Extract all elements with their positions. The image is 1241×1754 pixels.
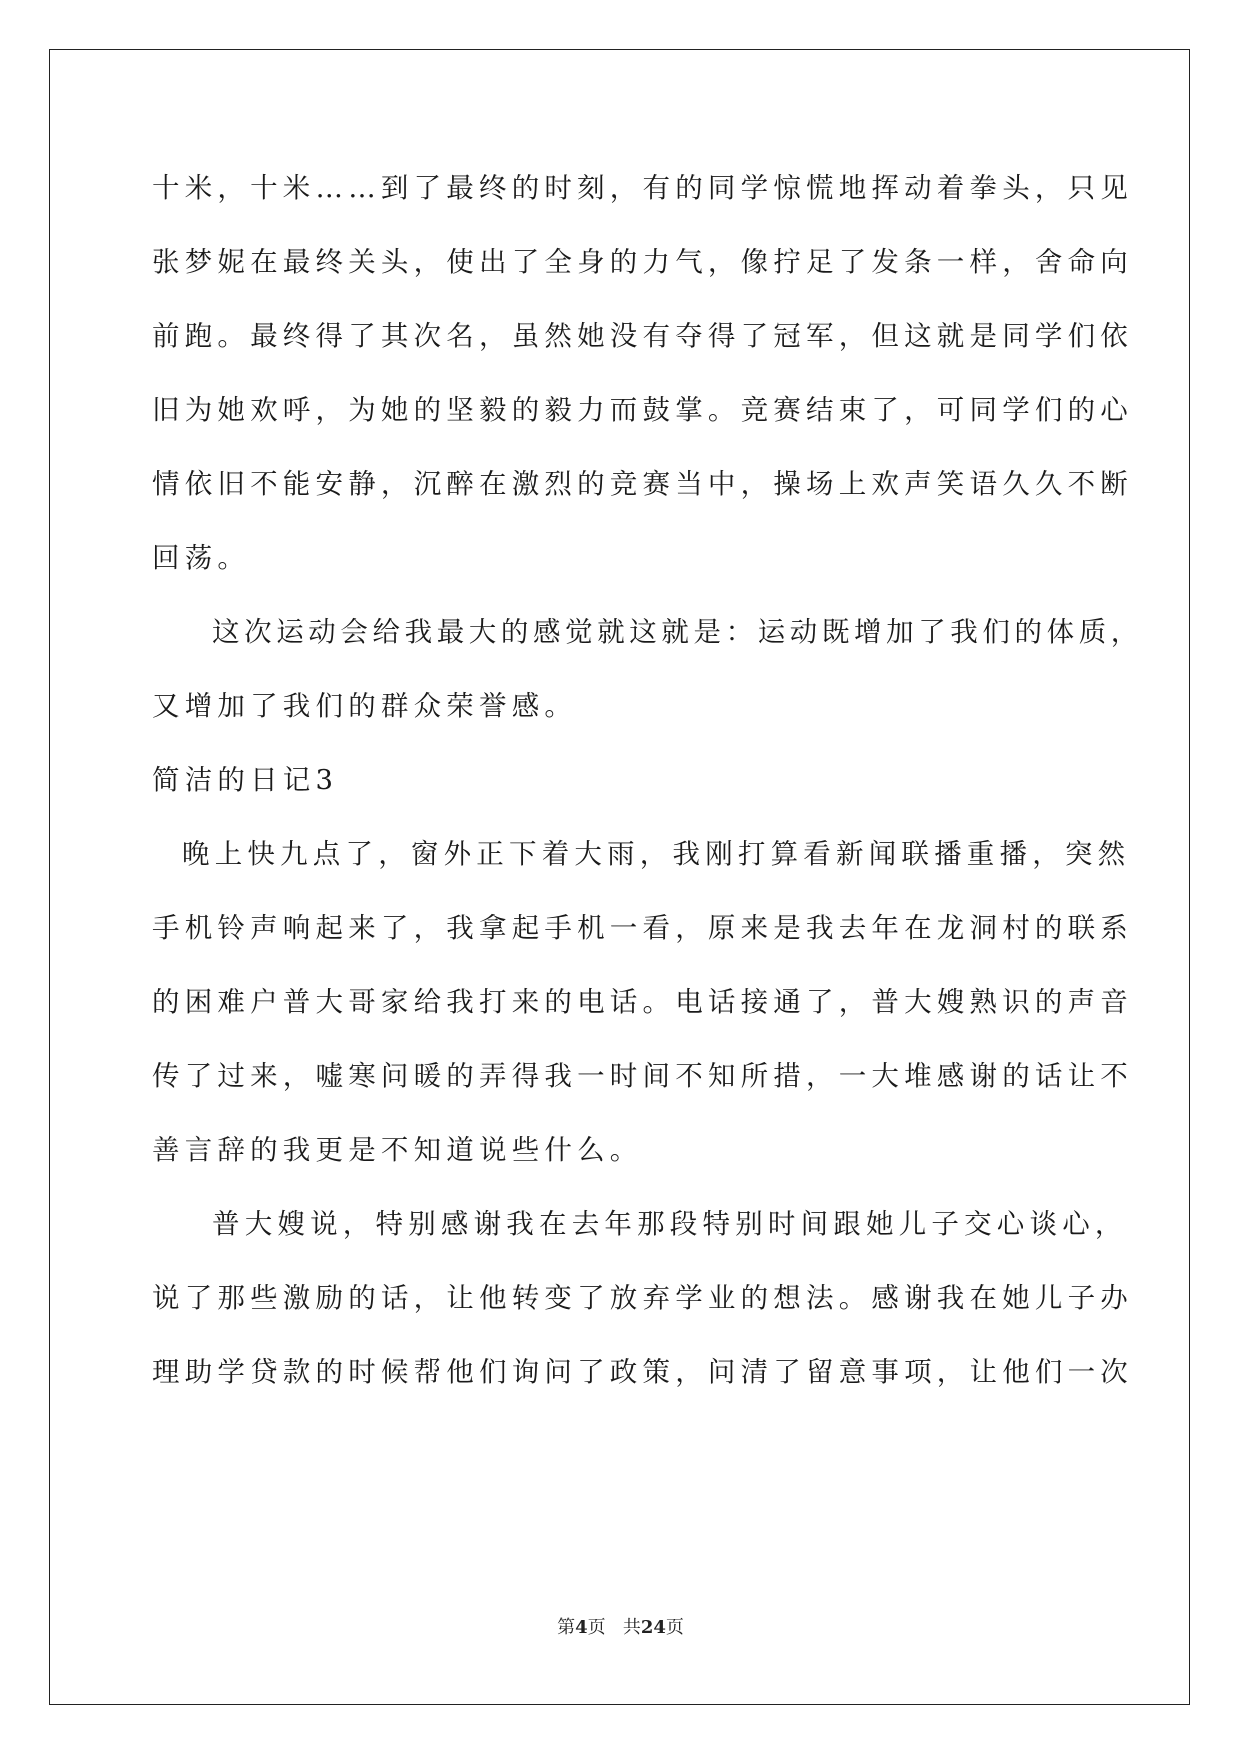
text-line: 的困难户普大哥家给我打来的电话。电话接通了，普大嫂熟识的声音 [152,986,1133,1018]
paragraph-first-line: 这次运动会给我最大的感觉就这就是：运动既增加了我们的体质， [212,616,1143,648]
text-line: 前跑。最终得了其次名，虽然她没有夺得了冠军，但这就是同学们依 [152,320,1133,352]
text-line: 说了那些激励的话，让他转变了放弃学业的想法。感谢我在她儿子办 [152,1282,1133,1314]
text-line: 张梦妮在最终关头，使出了全身的力气，像拧足了发条一样，舍命向 [152,246,1133,278]
text-line: 情依旧不能安静，沉醉在激烈的竞赛当中，操场上欢声笑语久久不断 [152,468,1133,500]
text-line: 理助学贷款的时候帮他们询问了政策，问清了留意事项，让他们一次 [152,1356,1133,1388]
text-line: 回荡。 [152,542,251,574]
text-line: 又增加了我们的群众荣誉感。 [152,690,578,722]
section-heading: 简洁的日记3 [152,764,339,796]
page-footer [0,1616,1241,1640]
footer-page-suffix: 页 [587,1617,606,1638]
paragraph-first-line: 普大嫂说，特别感谢我在去年那段特别时间跟她儿子交心谈心， [212,1208,1128,1240]
text-line: 善言辞的我更是不知道说些什么。 [152,1134,643,1166]
text-line: 旧为她欢呼，为她的坚毅的毅力而鼓掌。竞赛结束了，可同学们的心 [152,394,1133,426]
text-line: 手机铃声响起来了，我拿起手机一看，原来是我去年在龙洞村的联系 [152,912,1133,944]
footer-prefix: 第 [557,1617,576,1638]
footer-total-suffix: 页 [665,1617,684,1638]
text-line: 十米，十米……到了最终的时刻，有的同学惊慌地挥动着拳头，只见 [152,172,1133,204]
page-border [49,49,1190,1705]
current-page-number: 4 [575,1617,588,1638]
total-page-count: 24 [640,1617,666,1638]
footer-total-prefix: 共 [622,1617,641,1638]
paragraph-first-line: 晚上快九点了，窗外正下着大雨，我刚打算看新闻联播重播，突然 [182,838,1131,870]
text-line: 传了过来，嘘寒问暖的弄得我一时间不知所措，一大堆感谢的话让不 [152,1060,1133,1092]
